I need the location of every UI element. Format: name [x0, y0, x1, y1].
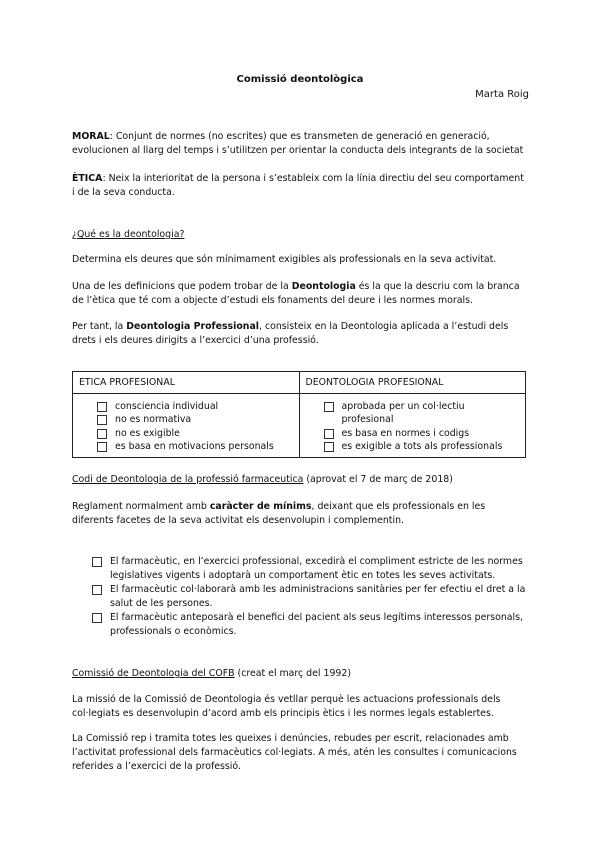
- checklist-item: [324, 427, 520, 440]
- deontologia-paragraph-1: Determina els deures que són mínimament exigibles als professionals en la seva activitat.: [72, 254, 497, 265]
- codi-heading-note: (aprovat el 7 de març de 2018): [303, 474, 453, 485]
- checklist-item: [97, 440, 293, 453]
- checklist-label: aprobada per un col·lectiu profesional: [341, 401, 465, 426]
- cofb-paragraph-1: La missió de la Comissió de Deontologia és vetllar perquè les actuacions professionals dels col·legiats es desenvolupin d’acord amb els principis ètics i les normes legals establertes.: [72, 694, 501, 719]
- rule-text: El farmacèutic, en l’exercici professional, excedirà el compliment estricte de les normes legislatives vigents i adoptarà un comportament ètic en totes les seves activitats.: [110, 556, 523, 581]
- moral-text: : Conjunt de normes (no escrites) que es transmeten de generació en generació, evolucionen al llarg del temps i s’utilitzen per orientar la conducta dels integrants de la societat: [72, 131, 524, 156]
- checklist-item: [324, 400, 520, 427]
- codi-heading-title: Codi de Deontologia de la professió farmaceutica: [72, 474, 304, 485]
- checkbox[interactable]: [92, 557, 102, 567]
- checkbox[interactable]: [97, 442, 107, 452]
- col-header-deontologia: DEONTOLOGIA PROFESIONAL: [299, 372, 526, 394]
- checkbox[interactable]: [92, 585, 102, 595]
- rule-item: [92, 583, 532, 611]
- codi-text-c: , deixant que els professionals en les diferents facetes de la seva activitat els desenvolupin i complementin.: [72, 501, 486, 526]
- moral-term: MORAL: [72, 131, 110, 142]
- rule-text: El farmacèutic col·laborarà amb les administracions sanitàries per fer efectiu el dret a la salut de les persones.: [110, 584, 526, 609]
- checklist-item: [97, 413, 293, 426]
- codi-heading: [72, 473, 528, 487]
- checklist-item: [324, 440, 520, 453]
- checklist-item: [97, 400, 293, 413]
- rule-text: El farmacèutic anteposarà el benefici del pacient als seus legítims interessos personals, professionals o econòmics.: [110, 612, 523, 637]
- col-header-etica: ETICA PROFESIONAL: [73, 372, 300, 394]
- checkbox[interactable]: [324, 429, 334, 439]
- etica-definition: [72, 172, 528, 200]
- checklist-label: es basa en motivacions personals: [115, 440, 274, 452]
- p3-text-a: Per tant, la: [72, 321, 127, 332]
- cofb-heading: [72, 667, 528, 681]
- checkbox[interactable]: [324, 442, 334, 452]
- checkbox[interactable]: [97, 415, 107, 425]
- deontologia-paragraph-3: [72, 320, 528, 348]
- p3-text-c: , consisteix en la Deontologia aplicada a l’estudi dels drets i els deures dirigits a l’exercici d’una professió.: [72, 321, 509, 346]
- codi-text-a: Reglament normalment amb: [72, 501, 210, 512]
- etica-term: ÈTICA: [72, 173, 103, 184]
- comparison-table: [72, 371, 526, 458]
- deontologia-paragraph-2: [72, 280, 528, 308]
- codi-bold: caràcter de mínims: [209, 501, 312, 512]
- codi-rules-list: [92, 555, 532, 639]
- checklist-item: [97, 427, 293, 440]
- checklist-label: no es normativa: [115, 414, 192, 426]
- deontologia-heading: ¿Qué es la deontologia?: [72, 229, 185, 240]
- p2-text-a: Una de les definicions que podem trobar de la: [72, 281, 292, 292]
- cofb-paragraph-2: La Comissió rep i tramita totes les queixes i denúncies, rebudes per escrit, relacionades amb l’activitat professional dels farmacèutics col·legiats. A més, atén les consultes i comunicacions referides a l’exercici de la professió.: [72, 733, 517, 772]
- codi-paragraph: [72, 500, 528, 528]
- deontologia-checklist: [299, 394, 526, 458]
- checkbox[interactable]: [97, 402, 107, 412]
- p2-text-c: és la que la descriu com la branca de l’ètica que té com a objecte d’estudi els fonaments del deure i les normes morals.: [72, 281, 520, 306]
- p2-bold: Deontologia: [291, 281, 356, 292]
- cofb-heading-note: (creat el març del 1992): [234, 668, 352, 679]
- p3-bold: Deontologia Professional: [126, 321, 259, 332]
- checklist-label: es exigible a tots als professionals: [341, 440, 503, 452]
- rule-item: [92, 611, 532, 639]
- author-name: Marta Roig: [475, 89, 529, 100]
- checkbox[interactable]: [97, 429, 107, 439]
- page-title: Comissió deontològica: [236, 74, 364, 85]
- checklist-label: es basa en normes i codigs: [341, 427, 470, 439]
- rule-item: [92, 555, 532, 583]
- moral-definition: [72, 130, 528, 158]
- checkbox[interactable]: [92, 613, 102, 623]
- checklist-label: consciencia individual: [115, 401, 219, 412]
- cofb-heading-title: Comissió de Deontologia del COFB: [72, 668, 235, 679]
- checkbox[interactable]: [324, 402, 334, 412]
- checklist-label: no es exigible: [115, 427, 180, 439]
- etica-checklist: [73, 394, 300, 458]
- etica-text: : Neix la interioritat de la persona i s’estableix com la línia directiu del seu comportament i de la seva conducta.: [72, 173, 524, 198]
